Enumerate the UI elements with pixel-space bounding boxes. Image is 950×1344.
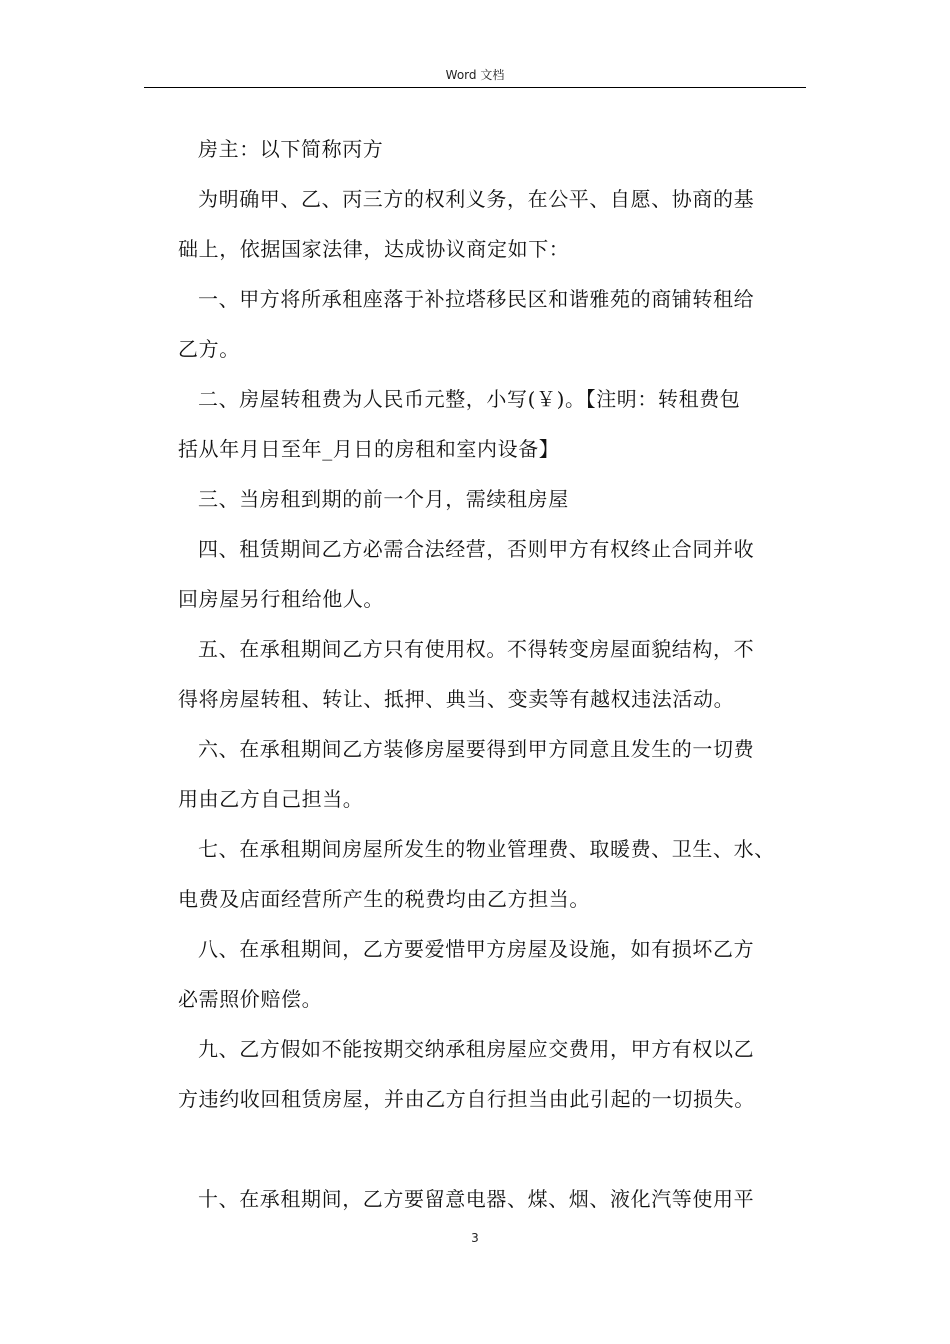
header-divider (144, 87, 806, 88)
clause-2-cont: 括从年月日至年_月日的房租和室内设备】 (178, 437, 560, 461)
clause-7: 七、在承租期间房屋所发生的物业管理费、取暖费、卫生、水、 (198, 837, 775, 861)
clause-2: 二、房屋转租费为人民币元整，小写(￥)。【注明：转租费包 (198, 387, 741, 411)
clause-9-cont: 方违约收回租赁房屋，并由乙方自行担当由此引起的一切损失。 (178, 1087, 755, 1111)
document-body (178, 124, 818, 1224)
clause-8-cont: 必需照价赔偿。 (178, 987, 323, 1011)
clause-8: 八、在承租期间，乙方要爱惜甲方房屋及设施，如有损坏乙方 (198, 937, 755, 961)
clause-1: 一、甲方将所承租座落于补拉塔移民区和谐雅苑的商铺转租给 (198, 287, 755, 311)
clause-10: 十、在承租期间，乙方要留意电器、煤、烟、液化汽等使用平 (198, 1187, 755, 1211)
paragraph-landlord: 房主：以下简称丙方 (198, 137, 384, 161)
clause-4: 四、租赁期间乙方必需合法经营，否则甲方有权终止合同并收 (198, 537, 755, 561)
clause-7-cont: 电费及店面经营所产生的税费均由乙方担当。 (178, 887, 590, 911)
clause-5: 五、在承租期间乙方只有使用权。不得转变房屋面貌结构，不 (198, 637, 755, 661)
paragraph-intro-cont: 础上，依据国家法律，达成协议商定如下： (178, 237, 570, 261)
clause-9: 九、乙方假如不能按期交纳承租房屋应交费用，甲方有权以乙 (198, 1037, 755, 1061)
page-header: Word 文档 (445, 68, 505, 82)
clause-3: 三、当房租到期的前一个月，需续租房屋 (198, 487, 569, 511)
clause-6-cont: 用由乙方自己担当。 (178, 787, 364, 811)
blank-line (178, 1124, 818, 1174)
clause-6: 六、在承租期间乙方装修房屋要得到甲方同意且发生的一切费 (198, 737, 755, 761)
clause-1-cont: 乙方。 (178, 337, 240, 361)
page-number: 3 (471, 1231, 479, 1245)
clause-4-cont: 回房屋另行租给他人。 (178, 587, 384, 611)
clause-5-cont: 得将房屋转租、转让、抵押、典当、变卖等有越权违法活动。 (178, 687, 735, 711)
paragraph-intro: 为明确甲、乙、丙三方的权利义务，在公平、自愿、协商的基 (198, 187, 755, 211)
